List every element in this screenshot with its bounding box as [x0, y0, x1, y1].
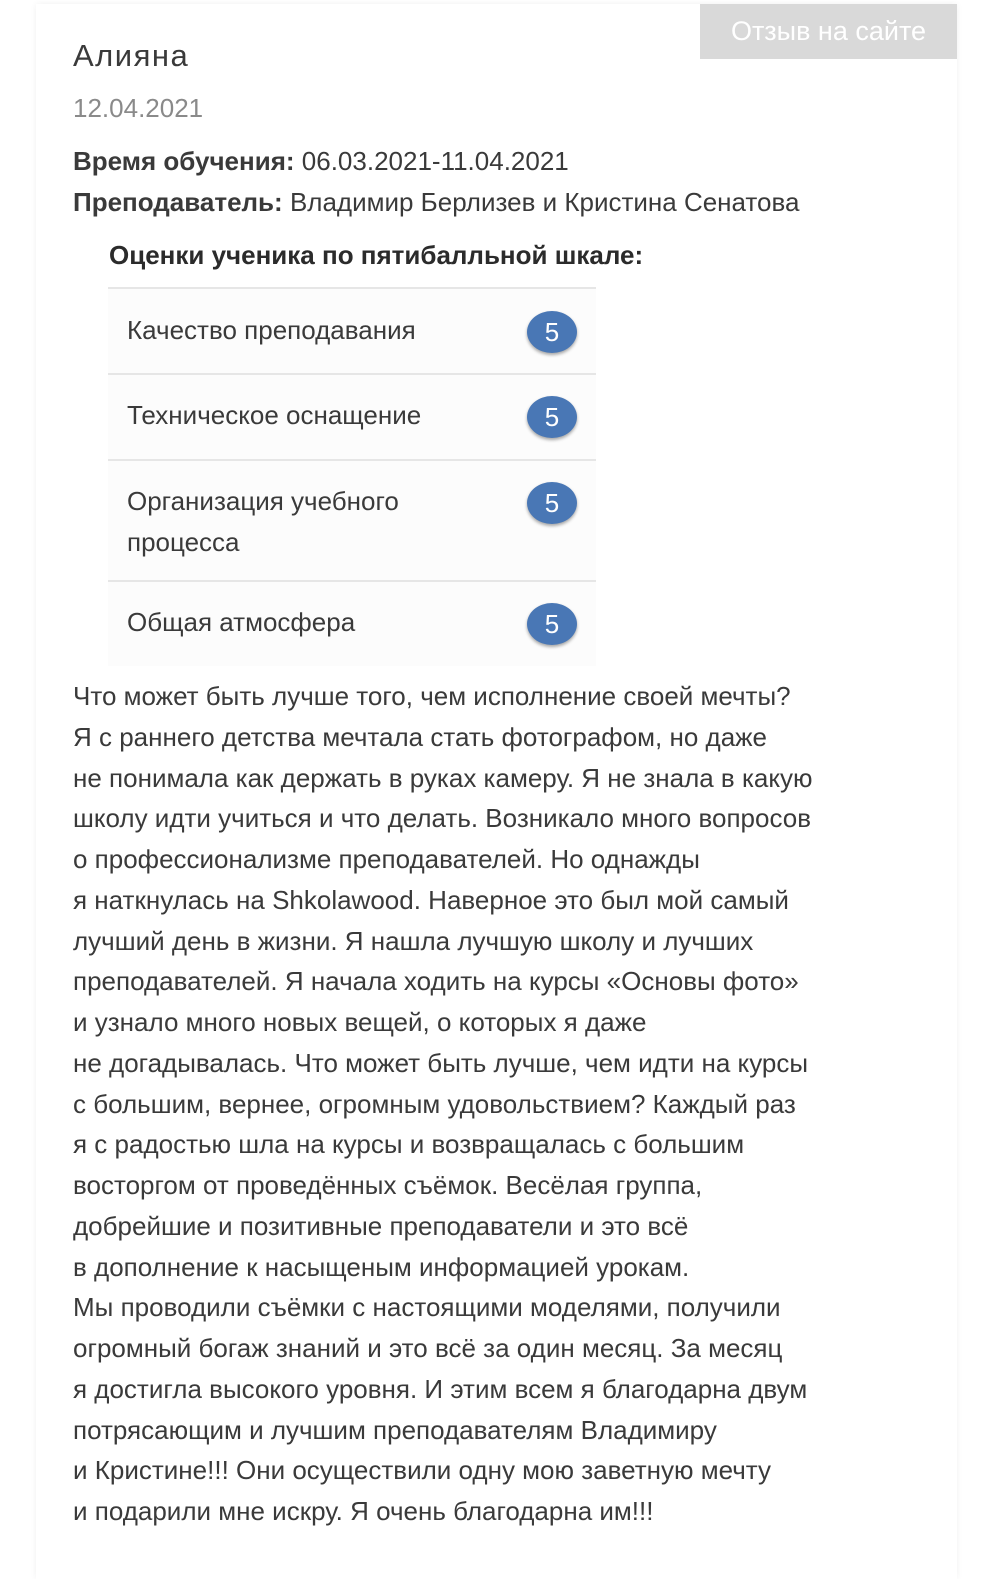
review-text-line: не понимала как держать в руках камеру. Я не знала в какую [73, 762, 813, 793]
review-text-line: восторгом от проведённых съёмок. Весёлая группа, [73, 1170, 703, 1200]
rating-score-badge: 5 [527, 396, 577, 438]
review-on-site-button[interactable]: Отзыв на сайте [700, 4, 957, 59]
rating-score-badge: 5 [527, 603, 577, 645]
review-text-line: и подарили мне искру. Я очень благодарна им!!! [73, 1496, 654, 1526]
review-text-line: я с радостью шла на курсы и возвращалась с большим [73, 1129, 745, 1160]
review-text-line: и узнало много новых вещей, о которых я даже [73, 1007, 647, 1037]
review-text-line: не догадывалась. Что может быть лучше, чем идти на курсы [73, 1047, 809, 1078]
rating-label: Организация учебного процесса [127, 486, 399, 557]
ratings-title: Оценки ученика по пятибалльной шкале: [109, 240, 644, 270]
rating-label: Общая атмосфера [127, 607, 356, 637]
review-text-line: огромный богаж знаний и это всё за один месяц. За месяц [73, 1333, 783, 1363]
study-time [73, 146, 569, 177]
teacher-label: Преподаватель: [73, 187, 283, 217]
review-text-line: школу идти учиться и что делать. Возникало много вопросов [73, 803, 812, 834]
review-text [73, 676, 813, 1532]
review-date: 12.04.2021 [73, 93, 204, 123]
rating-row-teaching-quality [108, 287, 596, 373]
study-time-value: 06.03.2021-11.04.2021 [301, 146, 569, 176]
review-text-line: Что может быть лучше того, чем исполнение своей мечты? [73, 681, 791, 711]
review-text-line: преподавателей. Я начала ходить на курсы «Основы фото» [73, 966, 799, 997]
review-text-line: лучший день в жизни. Я нашла лучшую школу и лучших [73, 925, 754, 956]
review-text-line: я наткнулась на Shkolawood. Наверное это был мой самый [73, 884, 789, 915]
review-text-line: и Кристине!!! Они осуществили одну мою заветную мечту [73, 1455, 771, 1486]
rating-label: Качество преподавания [127, 315, 416, 345]
ratings-table [108, 287, 596, 666]
rating-score-badge: 5 [527, 482, 577, 524]
review-text-line: я достигла высокого уровня. И этим всем я благодарна двум [73, 1373, 808, 1404]
study-time-label: Время обучения: [73, 146, 295, 176]
review-text-line: с большим, вернее, огромным удовольствием? Каждый раз [73, 1088, 796, 1119]
review-text-line: потрясающим и лучшим преподавателям Владимиру [73, 1414, 717, 1445]
rating-row-organization [108, 459, 596, 580]
teacher-value: Владимир Берлизев и Кристина Сенатова [289, 187, 800, 217]
review-author: Алияна [73, 38, 190, 73]
rating-row-equipment [108, 373, 596, 459]
review-text-line: Мы проводили съёмки с настоящими моделями, получили [73, 1292, 781, 1323]
teacher [73, 187, 800, 218]
review-text-line: в дополнение к насыщеным информацией урокам. [73, 1251, 690, 1282]
review-text-line: о профессионализме преподавателей. Но однажды [73, 844, 700, 874]
rating-row-atmosphere [108, 580, 596, 666]
rating-score-badge: 5 [527, 311, 577, 353]
review-text-line: добрейшие и позитивные преподаватели и это всё [73, 1210, 689, 1241]
rating-label: Техническое оснащение [127, 400, 422, 430]
review-text-line: Я с раннего детства мечтала стать фотографом, но даже [73, 721, 768, 752]
